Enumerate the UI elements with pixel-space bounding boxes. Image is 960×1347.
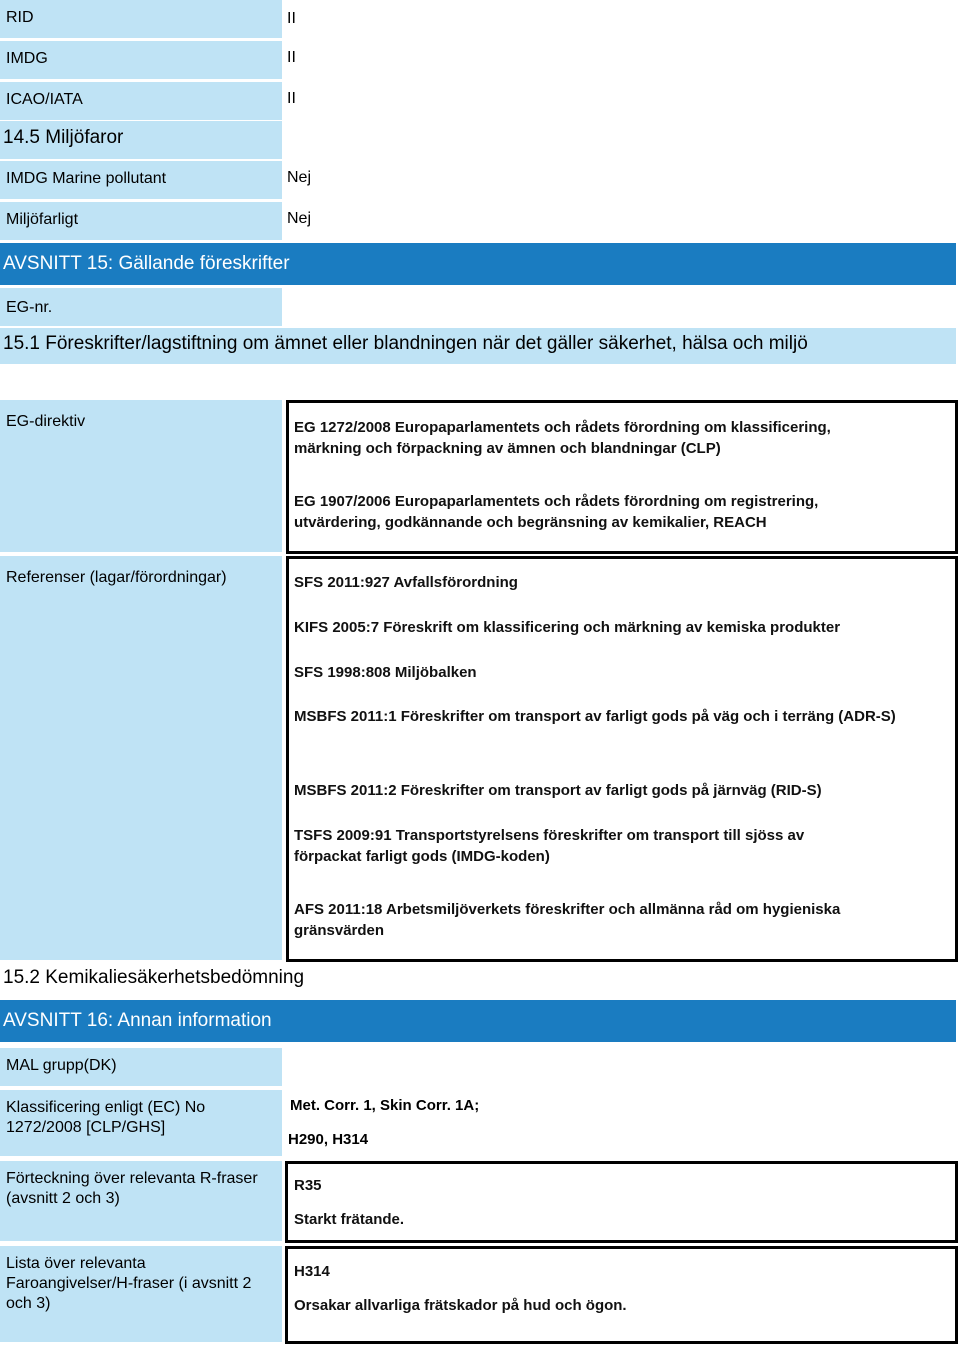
referens-item: SFS 2011:927 Avfallsförordning bbox=[294, 574, 518, 591]
imdg-label: IMDG bbox=[0, 41, 282, 79]
section-15-2-heading: 15.2 Kemikaliesäkerhetsbedömning bbox=[3, 967, 305, 988]
mal-grupp-label: MAL grupp(DK) bbox=[0, 1048, 282, 1086]
referens-item: AFS 2011:18 Arbetsmiljöverkets föreskrifter och allmänna råd om hygieniska gränsvärden bbox=[294, 901, 841, 939]
h-fras-line: Orsakar allvarliga frätskador på hud och ögon. bbox=[294, 1297, 627, 1314]
eg-nr-label: EG-nr. bbox=[0, 288, 282, 326]
r-fras-line: Starkt frätande. bbox=[294, 1211, 405, 1228]
referens-item: MSBFS 2011:2 Föreskrifter om transport av farligt gods på järnväg (RID-S) bbox=[294, 782, 822, 799]
referenser-label: Referenser (lagar/förordningar) bbox=[0, 556, 282, 960]
klassificering-label: Klassificering enligt (EC) No 1272/2008 [CLP/GHS] bbox=[0, 1090, 282, 1156]
referens-item: MSBFS 2011:1 Föreskrifter om transport av farligt gods på väg och i terräng (ADR-S) bbox=[294, 708, 896, 725]
section-14-5-heading: 14.5 Miljöfaror bbox=[0, 121, 282, 159]
section-15-banner: AVSNITT 15: Gällande föreskrifter bbox=[0, 243, 956, 285]
miljofarligt-value: Nej bbox=[287, 210, 312, 227]
icao-iata-value: II bbox=[287, 90, 296, 107]
section-16-banner: AVSNITT 16: Annan information bbox=[0, 1000, 956, 1042]
icao-iata-label: ICAO/IATA bbox=[0, 82, 282, 120]
eg-direktiv-label: EG-direktiv bbox=[0, 400, 282, 552]
rid-value: II bbox=[287, 10, 296, 27]
eg-direktiv-item: EG 1272/2008 Europaparlamentets och rådets förordning om klassificering, märkning och förpackning av ämnen och blandningar (CLP) bbox=[294, 419, 831, 457]
h-fras-line: H314 bbox=[294, 1263, 330, 1280]
r-fras-line: R35 bbox=[294, 1177, 322, 1194]
referens-item: SFS 1998:808 Miljöbalken bbox=[294, 664, 477, 681]
section-15-1-heading: 15.1 Föreskrifter/lagstiftning om ämnet eller blandningen när det gäller säkerhet, hälsa och miljö bbox=[0, 328, 956, 364]
referens-item: KIFS 2005:7 Föreskrift om klassificering och märkning av kemiska produkter bbox=[294, 619, 841, 636]
imdg-marine-pollutant-value: Nej bbox=[287, 169, 312, 186]
h-fraser-label: Lista över relevanta Faroangivelser/H-fraser (i avsnitt 2 och 3) bbox=[0, 1246, 282, 1342]
miljofarligt-label: Miljöfarligt bbox=[0, 202, 282, 240]
imdg-marine-pollutant-label: IMDG Marine pollutant bbox=[0, 161, 282, 199]
r-fraser-label: Förteckning över relevanta R-fraser (avsnitt 2 och 3) bbox=[0, 1161, 282, 1241]
eg-direktiv-item: EG 1907/2006 Europaparlamentets och rådets förordning om registrering, utvärdering, godkännande och begränsning av kemikalier, REACH bbox=[294, 493, 819, 531]
rid-label: RID bbox=[0, 0, 282, 38]
klassificering-line: Met. Corr. 1, Skin Corr. 1A; bbox=[290, 1097, 480, 1114]
klassificering-line: H290, H314 bbox=[288, 1131, 369, 1148]
r-fraser-box bbox=[285, 1161, 958, 1243]
referens-item: TSFS 2009:91 Transportstyrelsens föreskrifter om transport till sjöss av förpackat farligt gods (IMDG-koden) bbox=[294, 827, 805, 865]
imdg-value: II bbox=[287, 49, 296, 66]
